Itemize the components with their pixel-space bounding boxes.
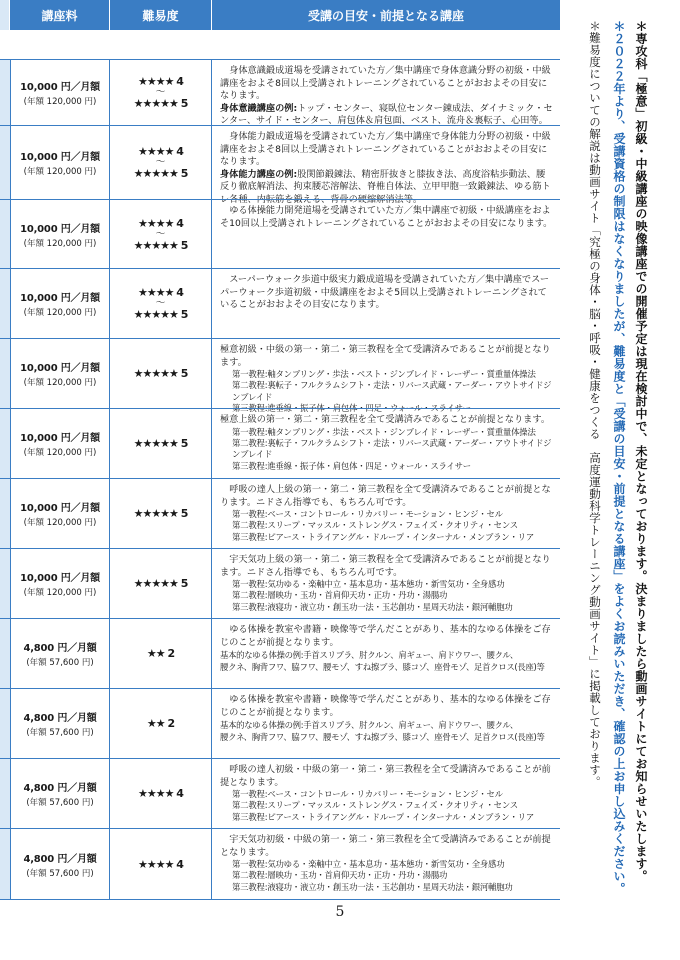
prerequisite-cell bbox=[212, 829, 560, 899]
difficulty-min: ★★★★ 4 bbox=[138, 286, 183, 299]
curriculum-line: 基本的なゆる体操の例:手首スリブラ、肘クルン、肩ギュー、肩ドウワー、腰クル、 bbox=[220, 720, 518, 730]
fee-monthly: 10,000 円／月額 bbox=[20, 433, 100, 444]
header-difficulty: 難易度 bbox=[110, 0, 212, 30]
difficulty-max: ★★ 2 bbox=[146, 717, 175, 730]
curriculum-line: 第三教程:液寝功・液立功・創玉功一法・玉芯創功・星周天功法・銀河輔胞功 bbox=[232, 601, 513, 612]
difficulty-cell bbox=[110, 759, 212, 828]
row-marker bbox=[0, 549, 10, 618]
table-row bbox=[0, 478, 560, 548]
curriculum-line: 第二教程:層映功・玉功・首肩仰天功・正功・丹功・湯腸功 bbox=[232, 870, 448, 881]
table-row bbox=[0, 758, 560, 828]
prerequisite-cell bbox=[212, 619, 560, 688]
difficulty-cell bbox=[110, 269, 212, 338]
fee-cell bbox=[10, 479, 110, 548]
fee-monthly: 10,000 円／月額 bbox=[20, 363, 100, 374]
examples-label: 身体能力講座の例: bbox=[220, 168, 298, 180]
table-row bbox=[0, 548, 560, 618]
difficulty-cell bbox=[110, 409, 212, 478]
examples-label: 身体意識講座の例: bbox=[220, 102, 298, 114]
prerequisite-text: 極意上級の第一・第二・第三教程を全て受講済みであることが前提となります。 bbox=[220, 414, 551, 425]
fee-yearly: (年額 120,000 円) bbox=[23, 518, 97, 528]
table-row bbox=[0, 338, 560, 414]
fee-cell bbox=[10, 689, 110, 758]
row-marker bbox=[0, 269, 10, 338]
curriculum-line: 第一教程:ベース・コントロール・リカバリー・モーション・ヒンジ・セル bbox=[232, 509, 503, 519]
fee-yearly: (年額 57,600 円) bbox=[26, 798, 94, 808]
curriculum-line: 第三教程:ピアース・トライアングル・ドループ・インターナル・メンブラン・リア bbox=[232, 531, 534, 542]
row-marker bbox=[0, 126, 10, 199]
curriculum-line: 第二教程:層映功・玉功・首肩仰天功・正功・丹功・湯腸功 bbox=[232, 590, 448, 601]
table-row bbox=[0, 268, 560, 338]
table-row bbox=[0, 688, 560, 758]
difficulty-max: ★★★★★ 5 bbox=[133, 507, 188, 520]
curriculum-line: 第二教程:スリープ・マッスル・ストレングス・フェイズ・クオリティ・センス bbox=[232, 520, 518, 531]
fee-cell bbox=[10, 829, 110, 899]
fee-monthly: 4,800 円／月額 bbox=[23, 643, 97, 654]
prerequisite-text: 呼吸の達人上級の第一・第二・第三教程を全て受講済みであることが前提となります。ニドさん指導でも、もちろん可です。 bbox=[220, 484, 551, 508]
curriculum-line: 第一教程:軸タンブリング・歩法・ベスト・ジンブレイド・レーザー・質重量体操法 bbox=[232, 369, 536, 379]
note-2022-change: ＊２０２２年より、受講資格の制限はなくなりましたが、難易度と「受講の目安・前提となる講座」をよくお読みいただき、確認の上お申し込みください。 bbox=[612, 20, 626, 895]
difficulty-max: ★★★★★ 5 bbox=[133, 308, 188, 321]
difficulty-max: ★★★★ 4 bbox=[138, 857, 183, 871]
range-tilde: 〜 bbox=[155, 298, 166, 309]
row-marker bbox=[0, 759, 10, 828]
curriculum-line: 第二教程:裏転子・フルクラムシフト・走法・リバース武蔵・アーダー・アウトサイドジンブレイド bbox=[232, 437, 552, 460]
row-marker bbox=[0, 60, 10, 125]
fee-monthly: 10,000 円／月額 bbox=[20, 223, 100, 235]
difficulty-cell bbox=[110, 479, 212, 548]
fee-yearly: (年額 57,600 円) bbox=[26, 658, 94, 668]
table-row bbox=[0, 618, 560, 688]
course-table bbox=[0, 0, 560, 30]
curriculum-line: 第三教程:進垂線・振子体・肩包体・四足・ウォール・スライサー bbox=[232, 403, 471, 414]
curriculum-line: 第一教程:ベース・コントロール・リカバリー・モーション・ヒンジ・セル bbox=[232, 789, 503, 799]
curriculum-line: 第一教程:気功ゆる・楽軸中立・基本息功・基本態功・新雪気功・全身感功 bbox=[232, 579, 505, 589]
prerequisite-cell bbox=[212, 689, 560, 758]
prerequisite-text: スーパーウォーク歩道中級実力鍛成道場を受講されていた方／集中講座でスーパーウォーク歩道初級・中級講座をおよそ5回以上受講されトレーニングされていることがおおよその目安になります。 bbox=[220, 274, 550, 310]
prerequisite-text: 身体能力鍛成道場を受講されていた方／集中講座で身体能力分野の初級・中級講座をおよそ8回以上受講されトレーニングされていることがおおよその目安になります。 bbox=[220, 131, 551, 167]
difficulty-cell bbox=[110, 619, 212, 688]
prerequisite-text: 宇天気功初級・中級の第一・第二・第三教程を全て受講済みであることが前提となります。 bbox=[220, 834, 551, 858]
row-marker bbox=[0, 339, 10, 408]
prerequisite-cell bbox=[212, 549, 560, 618]
table-header bbox=[0, 0, 560, 30]
prerequisite-cell bbox=[212, 269, 560, 338]
row-marker bbox=[0, 200, 10, 268]
prerequisite-text: 呼吸の達人初級・中級の第一・第二・第三教程を全て受講済みであることが前提となります。 bbox=[220, 764, 551, 788]
difficulty-cell bbox=[110, 829, 212, 899]
difficulty-max: ★★★★ 4 bbox=[138, 787, 183, 800]
difficulty-cell bbox=[110, 339, 212, 408]
curriculum-line: 第一教程:軸タンブリング・歩法・ベスト・ジンブレイド・レーザー・質重量体操法 bbox=[232, 426, 536, 437]
difficulty-max: ★★★★★ 5 bbox=[133, 97, 188, 110]
difficulty-min: ★★★★ 4 bbox=[138, 145, 183, 158]
examples-list: 股関節鍛錬法、精密肝抜きと膝抜き法、高度浴粘歩動法、腰反り徹底解消法、拘束腰芯溶解法、脊椎自体法、立甲甲胞一致鍛錬法、ゆる筋トレ各種、内転筋を鍛える、背骨の硬縮解消法等。 bbox=[220, 168, 551, 205]
fee-yearly: (年額 120,000 円) bbox=[23, 378, 97, 388]
fee-cell bbox=[10, 759, 110, 828]
curriculum-line: 第二教程:裏転子・フルクラムシフト・走法・リバース武蔵・アーダー・アウトサイドジンブレイド bbox=[232, 380, 552, 402]
difficulty-min: ★★★★ 4 bbox=[138, 75, 183, 88]
header-fee: 講座料 bbox=[10, 0, 110, 30]
table-row bbox=[0, 59, 560, 125]
difficulty-cell bbox=[110, 60, 212, 125]
table-row bbox=[0, 828, 560, 900]
curriculum-line: 第三教程:ピアース・トライアングル・ドループ・インターナル・メンブラン・リア bbox=[232, 811, 534, 822]
note-difficulty-guide: ＊難易度についての解説は動画サイト「究極の身体・脳・呼吸・健康をつくる 高度運動科学トレーニング動画サイト」に掲載しております。 bbox=[588, 20, 602, 788]
difficulty-min: ★★★★ 4 bbox=[138, 216, 183, 230]
fee-yearly: (年額 120,000 円) bbox=[23, 308, 97, 318]
range-tilde: 〜 bbox=[155, 87, 166, 98]
fee-cell bbox=[10, 60, 110, 125]
fee-cell bbox=[10, 409, 110, 478]
curriculum-line: 腰クネ、胸背フワ、脇フワ、腰モゾ、すね擦ブラ、膝コゾ、座骨モゾ、足首クロス(長座)等 bbox=[220, 662, 545, 672]
prerequisite-text: 宇天気功上級の第一・第二・第三教程を全て受講済みであることが前提となります。ニドさん指導でも、もちろん可です。 bbox=[220, 554, 551, 578]
row-marker bbox=[0, 829, 10, 899]
prerequisite-cell bbox=[212, 759, 560, 828]
fee-cell bbox=[10, 126, 110, 199]
page-number: 5 bbox=[335, 904, 345, 920]
fee-monthly: 10,000 円／月額 bbox=[20, 573, 100, 584]
fee-cell bbox=[10, 549, 110, 618]
examples-list: トップ・センター、寝臥位センター錬成法、ダイナミック・センター、サイド・センター、肩包体＆肩包面、ベスト、流舟＆裏転子、心田等。 bbox=[220, 102, 553, 126]
prerequisite-text: 身体意識鍛成道場を受講されていた方／集中講座で身体意識分野の初級・中級講座をおよそ8回以上受講されトレーニングされていることがおおよその目安になります。 bbox=[220, 65, 551, 101]
difficulty-max: ★★★★★ 5 bbox=[133, 577, 188, 590]
difficulty-max: ★★ 2 bbox=[146, 647, 175, 660]
note-planned-video: ＊専攻科「極意」初級・中級講座の映像講座での開催予定は現在検討中で、未定となっております。決まりましたら動画サイトにてお知らせいたします。 bbox=[634, 20, 648, 883]
curriculum-line: 第二教程:スリープ・マッスル・ストレングス・フェイズ・クオリティ・センス bbox=[232, 800, 518, 811]
curriculum-line: 腰クネ、胸背フワ、脇フワ、腰モゾ、すね擦ブラ、膝コゾ、座骨モゾ、足首クロス(長座)等 bbox=[220, 732, 545, 742]
prerequisite-text: ゆる体操を教室や書籍・映像等で学んだことがあり、基本的なゆる体操をご存じのことが前提となります。 bbox=[220, 624, 551, 648]
fee-cell bbox=[10, 619, 110, 688]
prerequisite-cell bbox=[212, 126, 560, 205]
fee-yearly: (年額 120,000 円) bbox=[23, 448, 97, 458]
prerequisite-text: 極意初級・中級の第一・第二・第三教程を全て受講済みであることが前提となります。 bbox=[220, 344, 551, 368]
fee-yearly: (年額 120,000 円) bbox=[23, 238, 97, 249]
fee-yearly: (年額 57,600 円) bbox=[26, 868, 94, 879]
difficulty-cell bbox=[110, 126, 212, 199]
fee-cell bbox=[10, 269, 110, 338]
fee-monthly: 10,000 円／月額 bbox=[20, 82, 100, 93]
fee-yearly: (年額 120,000 円) bbox=[23, 588, 97, 598]
table-row bbox=[0, 199, 560, 268]
fee-yearly: (年額 120,000 円) bbox=[23, 167, 97, 177]
header-prerequisite: 受講の目安・前提となる講座 bbox=[307, 8, 464, 23]
fee-monthly: 10,000 円／月額 bbox=[20, 293, 100, 304]
row-marker bbox=[0, 689, 10, 758]
header-spacer bbox=[0, 0, 10, 30]
range-tilde: 〜 bbox=[155, 228, 166, 240]
prerequisite-text: ゆる体操を教室や書籍・映像等で学んだことがあり、基本的なゆる体操をご存じのことが前提となります。 bbox=[220, 694, 551, 718]
fee-monthly: 10,000 円／月額 bbox=[20, 503, 100, 514]
row-marker bbox=[0, 409, 10, 478]
curriculum-line: 第三教程:進垂線・振子体・肩包体・四足・ウォール・スライサー bbox=[232, 460, 471, 471]
curriculum-line: 第一教程:気功ゆる・楽軸中立・基本息功・基本態功・新雪気功・全身感功 bbox=[232, 859, 505, 869]
course-examples bbox=[220, 103, 554, 128]
table-row bbox=[0, 125, 560, 205]
fee-cell bbox=[10, 200, 110, 268]
table-row bbox=[0, 408, 560, 478]
fee-yearly: (年額 57,600 円) bbox=[26, 728, 94, 738]
difficulty-max: ★★★★★ 5 bbox=[133, 167, 188, 180]
difficulty-max: ★★★★★ 5 bbox=[133, 367, 188, 380]
difficulty-cell bbox=[110, 200, 212, 268]
fee-monthly: 4,800 円／月額 bbox=[23, 713, 97, 724]
fee-monthly: 4,800 円／月額 bbox=[23, 853, 97, 865]
difficulty-max: ★★★★★ 5 bbox=[133, 437, 188, 450]
curriculum-line: 第三教程:液寝功・液立功・創玉功一法・玉芯創功・星周天功法・銀河輔胞功 bbox=[232, 881, 513, 892]
fee-monthly: 4,800 円／月額 bbox=[23, 783, 97, 794]
prerequisite-cell bbox=[212, 60, 560, 125]
prerequisite-cell bbox=[212, 339, 560, 414]
range-tilde: 〜 bbox=[155, 157, 166, 168]
curriculum-line: 基本的なゆる体操の例:手首スリブラ、肘クルン、肩ギュー、肩ドウワー、腰クル、 bbox=[220, 650, 518, 660]
row-marker bbox=[0, 619, 10, 688]
difficulty-cell bbox=[110, 689, 212, 758]
difficulty-cell bbox=[110, 549, 212, 618]
prerequisite-text: ゆる体操能力開発道場を受講されていた方／集中講座で初級・中級講座をおよそ10回以上受講されトレーニングされていることがおおよその目安になります。 bbox=[220, 205, 553, 229]
prerequisite-cell bbox=[212, 200, 560, 268]
difficulty-max: ★★★★★ 5 bbox=[133, 238, 188, 252]
fee-monthly: 10,000 円／月額 bbox=[20, 152, 100, 163]
fee-cell bbox=[10, 339, 110, 408]
row-marker bbox=[0, 479, 10, 548]
prerequisite-cell bbox=[212, 479, 560, 548]
fee-yearly: (年額 120,000 円) bbox=[23, 97, 97, 107]
prerequisite-cell bbox=[212, 409, 560, 478]
